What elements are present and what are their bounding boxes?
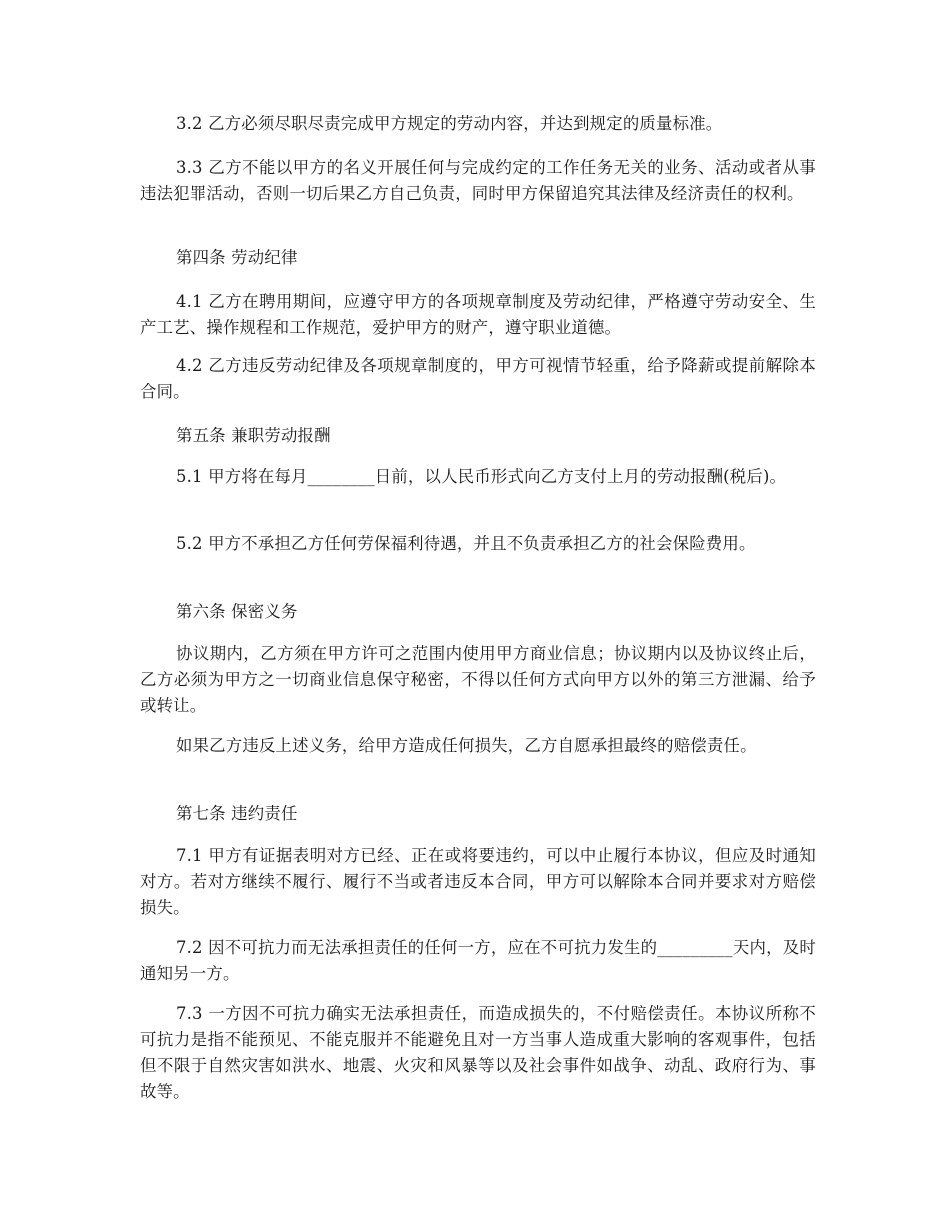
clause-5-1: 5.1 甲方将在每月________日前，以人民币形式向乙方支付上月的劳动报酬(税后)。 bbox=[176, 467, 787, 486]
clause-3-2: 3.2 乙方必须尽职尽责完成甲方规定的劳动内容，并达到规定的质量标准。 bbox=[176, 114, 723, 133]
clause-7-2: 7.2 因不可抗力而无法承担责任的任何一方，应在不可抗力发生的_________天内，及时通知另一方。 bbox=[140, 938, 816, 983]
article-7-heading: 第七条 违约责任 bbox=[176, 804, 298, 823]
clause-4-1: 4.1 乙方在聘用期间，应遵守甲方的各项规章制度及劳动纪律，严格遵守劳动安全、生产工艺、操作规程和工作规范，爱护甲方的财产，遵守职业道德。 bbox=[140, 292, 816, 337]
clause-7-1: 7.1 甲方有证据表明对方已经、正在或将要违约，可以中止履行本协议，但应及时通知对方。若对方继续不履行、履行不当或者违反本合同，甲方可以解除本合同并要求对方赔偿损失。 bbox=[140, 846, 816, 917]
confidentiality-breach-clause: 如果乙方违反上述义务，给甲方造成任何损失，乙方自愿承担最终的赔偿责任。 bbox=[176, 736, 757, 755]
confidentiality-clause: 协议期内，乙方须在甲方许可之范围内使用甲方商业信息；协议期内以及协议终止后，乙方必须为甲方之一切商业信息保守秘密，不得以任何方式向甲方以外的第三方泄漏、给予或转让。 bbox=[140, 644, 816, 715]
article-4-heading: 第四条 劳动纪律 bbox=[176, 248, 298, 267]
article-6-heading: 第六条 保密义务 bbox=[176, 602, 298, 621]
clause-5-2: 5.2 甲方不承担乙方任何劳保福利待遇，并且不负责承担乙方的社会保险费用。 bbox=[176, 534, 756, 553]
article-5-heading: 第五条 兼职劳动报酬 bbox=[176, 426, 331, 445]
clause-7-3: 7.3 一方因不可抗力确实无法承担责任，而造成损失的，不付赔偿责任。本协议所称不可抗力是指不能预见、不能克服并不能避免且对一方当事人造成重大影响的客观事件，包括但不限于自然灾害如洪水、地震、火灾和风暴等以及社会事件如战争、动乱、政府行为、事故等。 bbox=[140, 1004, 816, 1101]
clause-4-2: 4.2 乙方违反劳动纪律及各项规章制度的，甲方可视情节轻重，给予降薪或提前解除本合同。 bbox=[140, 356, 816, 401]
clause-3-3: 3.3 乙方不能以甲方的名义开展任何与完成约定的工作任务无关的业务、活动或者从事违法犯罪活动，否则一切后果乙方自己负责，同时甲方保留追究其法律及经济责任的权利。 bbox=[140, 158, 816, 203]
